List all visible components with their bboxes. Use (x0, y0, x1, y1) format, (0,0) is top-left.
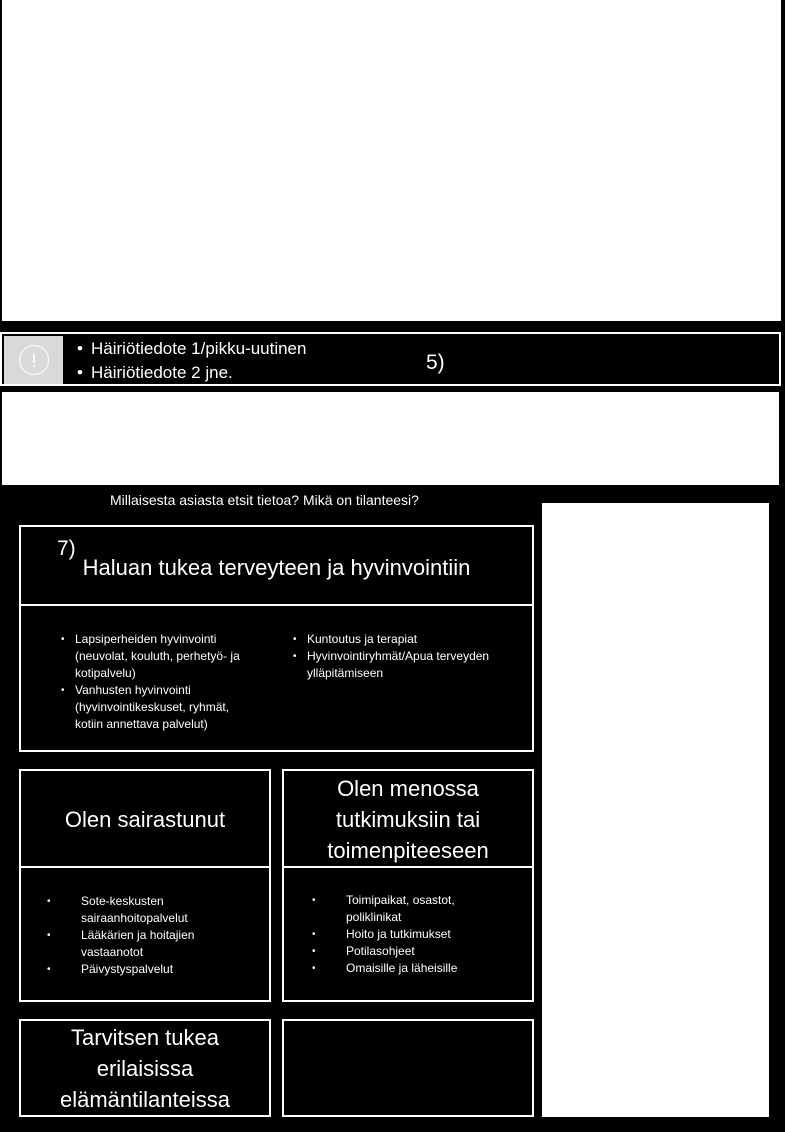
list-item[interactable]: • Omaisille ja läheisille (312, 960, 512, 977)
card-life-title[interactable]: Tarvitsen tukea erilaisissa elämäntilanteissa (60, 1024, 230, 1112)
card-empty[interactable] (282, 1019, 534, 1117)
list-item[interactable]: • Hoito ja tutkimukset (312, 926, 512, 943)
divider (21, 604, 532, 606)
list-item[interactable]: • Lapsiperheiden hyvinvointi (neuvolat, kouluth, perhetyö- ja kotipalvelu) (61, 631, 257, 682)
card-sick[interactable] (19, 769, 271, 1002)
card-wellbeing[interactable] (19, 525, 534, 752)
list-item[interactable]: • Kuntoutus ja terapiat (293, 631, 493, 648)
list-item[interactable]: • Sote-keskusten sairaanhoitopalvelut (47, 893, 247, 927)
notice-list (77, 337, 377, 385)
side-panel (542, 503, 769, 1117)
card-wellbeing-right-list (293, 631, 493, 682)
card-sick-title[interactable]: Olen sairastunut (64, 806, 226, 832)
card-wellbeing-title[interactable]: Haluan tukea terveyteen ja hyvinvointiin (82, 554, 471, 580)
card-wellbeing-left-list (61, 631, 257, 733)
notice-marker: 5) (426, 351, 445, 374)
list-item[interactable]: • Päivystyspalvelut (47, 961, 247, 978)
notice-bar (0, 332, 781, 386)
card-procedures[interactable] (282, 769, 534, 1002)
card-procedures-list (312, 892, 512, 977)
card-life[interactable] (19, 1019, 271, 1117)
list-item[interactable]: • Vanhusten hyvinvointi (hyvinvointikeskuset, ryhmät, kotiin annettava palvelut) (61, 682, 257, 733)
alert-icon: ! (19, 345, 49, 375)
card-marker: 7) (57, 537, 76, 560)
card-sick-list (47, 893, 247, 978)
card-procedures-title[interactable]: Olen menossa tutkimuksiin tai toimenpiteeseen (327, 775, 489, 863)
list-item[interactable]: • Potilasohjeet (312, 943, 512, 960)
list-item[interactable]: • Hyvinvointiryhmät/Apua terveyden ylläpitämiseen (293, 648, 493, 682)
hero-banner (2, 0, 781, 321)
question-text: Millaisesta asiasta etsit tietoa? Mikä on tilanteesi? (110, 492, 419, 508)
content-band (2, 392, 779, 485)
divider (21, 866, 269, 868)
notice-item-1[interactable]: • Häiriötiedote 1/pikku-uutinen (77, 337, 377, 361)
notice-item-2[interactable]: • Häiriötiedote 2 jne. (77, 361, 377, 385)
list-item[interactable]: • Toimipaikat, osastot, poliklinikat (312, 892, 512, 926)
list-item[interactable]: • Lääkärien ja hoitajien vastaanotot (47, 927, 247, 961)
notice-icon-panel (4, 336, 63, 384)
divider (284, 866, 532, 868)
